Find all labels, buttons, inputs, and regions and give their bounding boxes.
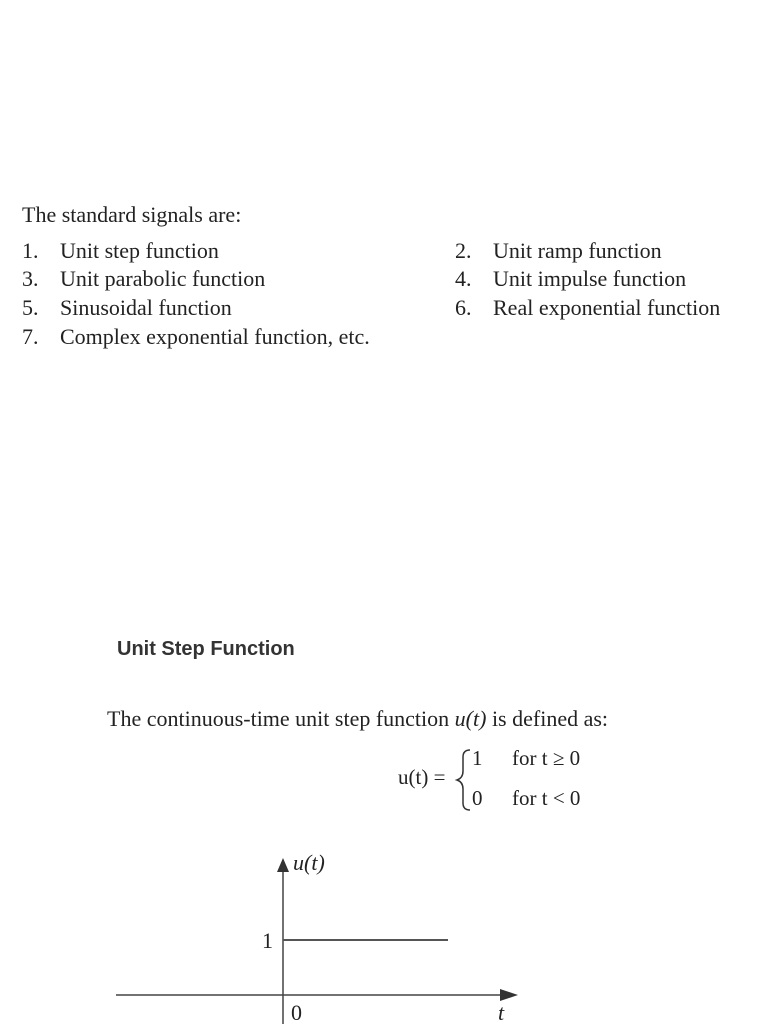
- case-condition: for t ≥ 0: [512, 746, 581, 770]
- item-number: 5.: [22, 295, 39, 320]
- x-axis-label: t: [498, 1000, 505, 1025]
- item-number: 6.: [455, 295, 472, 320]
- equation-lhs: u(t) =: [398, 765, 446, 789]
- definition-prefix: The continuous-time unit step function: [107, 706, 455, 731]
- item-label: Sinusoidal function: [60, 295, 232, 320]
- item-number: 4.: [455, 266, 472, 291]
- origin-label: 0: [291, 1000, 302, 1025]
- item-number: 3.: [22, 266, 39, 291]
- item-label: Unit impulse function: [493, 266, 687, 291]
- definition-symbol: u(t): [454, 706, 487, 731]
- item-label: Unit ramp function: [493, 238, 662, 263]
- item-label: Unit parabolic function: [60, 266, 266, 291]
- case-condition: for t < 0: [512, 786, 581, 810]
- y-axis-label: u(t): [293, 850, 325, 875]
- item-label: Unit step function: [60, 238, 219, 263]
- item-label: Complex exponential function, etc.: [60, 324, 370, 349]
- case-value: 1: [472, 746, 483, 770]
- case-value: 0: [472, 786, 483, 810]
- intro-text: The standard signals are:: [22, 202, 242, 227]
- y-axis-arrow-icon: [277, 858, 289, 872]
- definition-suffix: is defined as:: [486, 706, 609, 731]
- item-number: 7.: [22, 324, 39, 349]
- item-number: 2.: [455, 238, 472, 263]
- equation-brace: [457, 750, 470, 810]
- section-title: Unit Step Function: [117, 638, 295, 660]
- level-label: 1: [262, 928, 273, 953]
- item-number: 1.: [22, 238, 39, 263]
- item-label: Real exponential function: [493, 295, 721, 320]
